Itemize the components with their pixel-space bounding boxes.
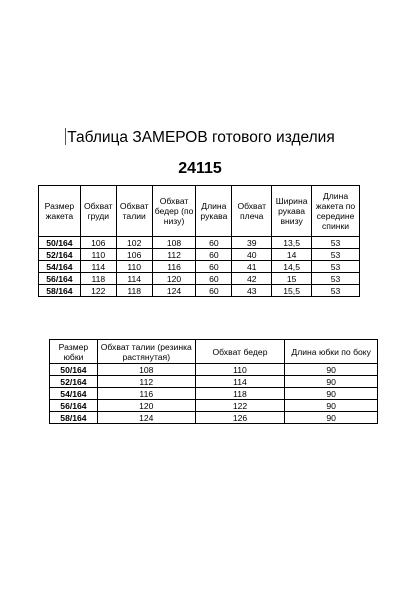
header-sleeve-length: Длина рукава xyxy=(196,186,232,237)
header-hips: Обхват бедер (по низу) xyxy=(152,186,196,237)
size-cell: 54/164 xyxy=(39,261,81,273)
product-code: 24115 xyxy=(178,160,222,177)
table-cell: 53 xyxy=(312,285,360,297)
table-cell: 15,5 xyxy=(272,285,312,297)
size-cell: 50/164 xyxy=(50,364,98,376)
table-cell: 114 xyxy=(116,273,152,285)
table-cell: 112 xyxy=(97,376,195,388)
table-cell: 108 xyxy=(152,237,196,249)
table-cell: 40 xyxy=(232,249,272,261)
table-cell: 43 xyxy=(232,285,272,297)
table-row xyxy=(39,237,360,249)
table-cell: 90 xyxy=(285,400,378,412)
table-cell: 39 xyxy=(232,237,272,249)
table-cell: 118 xyxy=(195,388,285,400)
jacket-measurements-table xyxy=(38,185,360,297)
table-cell: 120 xyxy=(152,273,196,285)
table-row xyxy=(50,388,378,400)
table-cell: 106 xyxy=(80,237,116,249)
header-jacket-length: Длина жакета по середине спинки xyxy=(312,186,360,237)
title-caps: ЗАМЕРОВ xyxy=(132,129,208,146)
header-skirt-length: Длина юбки по боку xyxy=(285,340,378,364)
header-chest: Обхват груди xyxy=(80,186,116,237)
header-skirt-hips: Обхват бедер xyxy=(195,340,285,364)
size-cell: 54/164 xyxy=(50,388,98,400)
table-cell: 42 xyxy=(232,273,272,285)
table-cell: 106 xyxy=(116,249,152,261)
jacket-header-row xyxy=(39,186,360,237)
table-cell: 124 xyxy=(152,285,196,297)
table-row xyxy=(39,273,360,285)
table-cell: 90 xyxy=(285,364,378,376)
table-cell: 60 xyxy=(196,249,232,261)
table-cell: 53 xyxy=(312,261,360,273)
header-skirt-waist: Обхват талии (резинка растянутая) xyxy=(97,340,195,364)
table-cell: 120 xyxy=(97,400,195,412)
table-cell: 124 xyxy=(97,412,195,424)
table-cell: 60 xyxy=(196,285,232,297)
size-cell: 58/164 xyxy=(50,412,98,424)
table-cell: 90 xyxy=(285,412,378,424)
skirt-measurements-table xyxy=(49,339,378,424)
table-cell: 122 xyxy=(195,400,285,412)
title-prefix: Таблица xyxy=(67,129,133,146)
table-cell: 102 xyxy=(116,237,152,249)
table-cell: 60 xyxy=(196,237,232,249)
table-cell: 118 xyxy=(116,285,152,297)
table-cell: 112 xyxy=(152,249,196,261)
document-title xyxy=(0,128,400,147)
table-cell: 110 xyxy=(80,249,116,261)
size-cell: 58/164 xyxy=(39,285,81,297)
size-cell: 52/164 xyxy=(39,249,81,261)
table-cell: 60 xyxy=(196,261,232,273)
table-cell: 110 xyxy=(195,364,285,376)
table-row xyxy=(50,400,378,412)
table-row xyxy=(39,249,360,261)
size-cell: 50/164 xyxy=(39,237,81,249)
header-sleeve-width: Ширина рукава внизу xyxy=(272,186,312,237)
skirt-header-row xyxy=(50,340,378,364)
title-suffix: готового изделия xyxy=(207,129,335,146)
table-cell: 116 xyxy=(152,261,196,273)
header-jacket-size: Размер жакета xyxy=(39,186,81,237)
table-cell: 126 xyxy=(195,412,285,424)
table-row xyxy=(50,412,378,424)
table-cell: 53 xyxy=(312,273,360,285)
header-skirt-size: Размер юбки xyxy=(50,340,98,364)
table-cell: 60 xyxy=(196,273,232,285)
size-cell: 52/164 xyxy=(50,376,98,388)
table-cell: 14,5 xyxy=(272,261,312,273)
table-cell: 114 xyxy=(195,376,285,388)
size-cell: 56/164 xyxy=(39,273,81,285)
table-cell: 114 xyxy=(80,261,116,273)
table-cell: 108 xyxy=(97,364,195,376)
table-row xyxy=(39,285,360,297)
table-cell: 15 xyxy=(272,273,312,285)
table-cell: 116 xyxy=(97,388,195,400)
table-cell: 90 xyxy=(285,376,378,388)
table-cell: 118 xyxy=(80,273,116,285)
table-cell: 90 xyxy=(285,388,378,400)
header-waist: Обхват талии xyxy=(116,186,152,237)
table-cell: 53 xyxy=(312,249,360,261)
table-cell: 122 xyxy=(80,285,116,297)
table-cell: 53 xyxy=(312,237,360,249)
table-row xyxy=(39,261,360,273)
header-shoulder: Обхват плеча xyxy=(232,186,272,237)
table-cell: 13,5 xyxy=(272,237,312,249)
table-row xyxy=(50,364,378,376)
size-cell: 56/164 xyxy=(50,400,98,412)
table-cell: 110 xyxy=(116,261,152,273)
table-cell: 41 xyxy=(232,261,272,273)
table-row xyxy=(50,376,378,388)
table-cell: 14 xyxy=(272,249,312,261)
